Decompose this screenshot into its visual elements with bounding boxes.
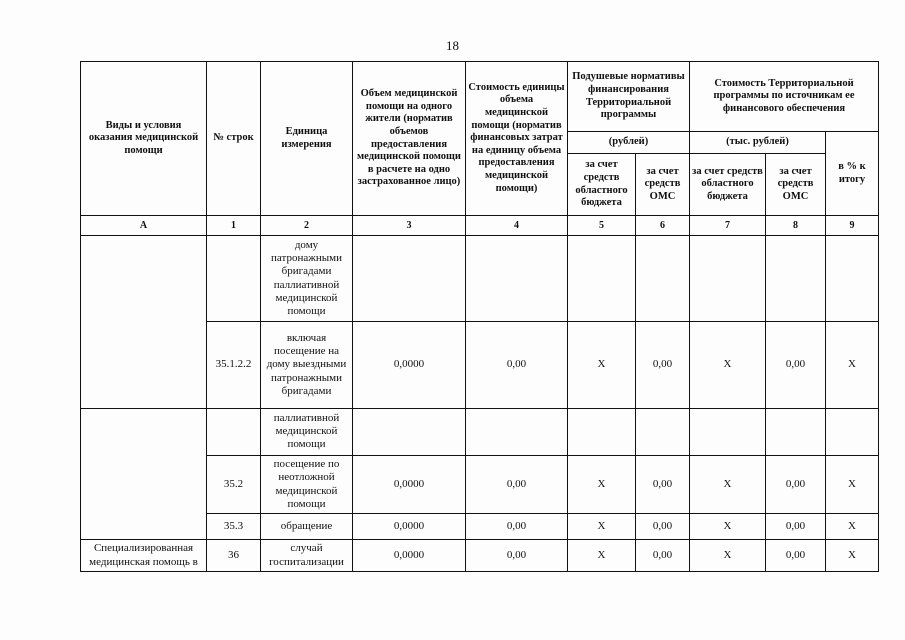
- cell-unit-cost: [466, 236, 568, 322]
- medical-care-table: [80, 61, 879, 572]
- column-number: 6: [636, 216, 690, 236]
- cell-regional-per-capita: [568, 409, 636, 456]
- cell-oms-per-capita: 0,00: [636, 514, 690, 540]
- cell-regional-cost: Х: [690, 540, 766, 572]
- cell-volume: [353, 409, 466, 456]
- cell-unit: паллиативной медицинской помощи: [261, 409, 353, 456]
- cell-row-number: [207, 236, 261, 322]
- cell-row-number: [207, 409, 261, 456]
- page-number: 18: [446, 38, 459, 53]
- cell-oms-cost: [766, 409, 826, 456]
- cell-volume: 0,0000: [353, 540, 466, 572]
- column-number: 7: [690, 216, 766, 236]
- cell-oms-cost: 0,00: [766, 456, 826, 514]
- table-row: [81, 236, 879, 322]
- cell-percent: Х: [826, 540, 879, 572]
- cell-oms-cost: 0,00: [766, 514, 826, 540]
- cell-percent: [826, 409, 879, 456]
- cell-unit-cost: 0,00: [466, 514, 568, 540]
- cell-oms-per-capita: [636, 409, 690, 456]
- column-number: 5: [568, 216, 636, 236]
- cell-regional-cost: [690, 409, 766, 456]
- cell-row-number: 35.1.2.2: [207, 322, 261, 409]
- column-number: 3: [353, 216, 466, 236]
- header-volume: Объем медицинской помощи на одного жители (норматив объемов предоставления медицинской помощи в расчете на одно застрахованное лицо): [353, 62, 466, 216]
- cell-kind: [81, 236, 207, 409]
- cell-row-number: 35.2: [207, 456, 261, 514]
- cell-volume: 0,0000: [353, 514, 466, 540]
- cell-regional-per-capita: [568, 236, 636, 322]
- cell-unit-cost: 0,00: [466, 322, 568, 409]
- cell-regional-per-capita: Х: [568, 456, 636, 514]
- cell-regional-cost: [690, 236, 766, 322]
- header-row-number: № строк: [207, 62, 261, 216]
- cell-unit: посещение по неотложной медицинской помощи: [261, 456, 353, 514]
- cell-unit: случай госпитализации: [261, 540, 353, 572]
- cell-regional-per-capita: Х: [568, 514, 636, 540]
- cell-volume: 0,0000: [353, 322, 466, 409]
- cell-percent: Х: [826, 456, 879, 514]
- cell-unit-cost: 0,00: [466, 456, 568, 514]
- cell-regional-cost: Х: [690, 514, 766, 540]
- header-oms-per-capita: за счет средств ОМС: [636, 154, 690, 216]
- cell-volume: 0,0000: [353, 456, 466, 514]
- cell-regional-per-capita: Х: [568, 322, 636, 409]
- header-regional-budget-cost: за счет средств областного бюджета: [690, 154, 766, 216]
- cell-kind: [81, 409, 207, 540]
- cell-oms-per-capita: 0,00: [636, 322, 690, 409]
- cell-regional-cost: Х: [690, 322, 766, 409]
- cell-percent: [826, 236, 879, 322]
- column-number: 8: [766, 216, 826, 236]
- cell-row-number: 36: [207, 540, 261, 572]
- column-number: 2: [261, 216, 353, 236]
- cell-oms-cost: 0,00: [766, 322, 826, 409]
- header-rubles-unit: (рублей): [568, 132, 690, 154]
- cell-volume: [353, 236, 466, 322]
- cell-oms-per-capita: [636, 236, 690, 322]
- column-numbers-row: [81, 216, 879, 236]
- header-regional-budget-per-capita: за счет средств областного бюджета: [568, 154, 636, 216]
- header-percent-of-total: в % к итогу: [826, 132, 879, 216]
- header-oms-cost: за счет средств ОМС: [766, 154, 826, 216]
- table-row: [81, 409, 879, 456]
- cell-kind: Специализированная медицинская помощь в: [81, 540, 207, 572]
- cell-oms-cost: 0,00: [766, 540, 826, 572]
- cell-unit: включая посещение на дому выездными патронажными бригадами: [261, 322, 353, 409]
- cell-percent: Х: [826, 514, 879, 540]
- cell-unit-cost: 0,00: [466, 540, 568, 572]
- header-per-capita-group: Подушевые нормативы финансирования Территориальной программы: [568, 62, 690, 132]
- cell-unit: обращение: [261, 514, 353, 540]
- cell-regional-cost: Х: [690, 456, 766, 514]
- cell-unit: дому патронажными бригадами паллиативной медицинской помощи: [261, 236, 353, 322]
- column-number: 4: [466, 216, 568, 236]
- cell-oms-per-capita: 0,00: [636, 540, 690, 572]
- cell-row-number: 35.3: [207, 514, 261, 540]
- table-row: [81, 540, 879, 572]
- column-number: 9: [826, 216, 879, 236]
- header-program-cost-group: Стоимость Территориальной программы по источникам ее финансового обеспечения: [690, 62, 879, 132]
- cell-oms-cost: [766, 236, 826, 322]
- cell-regional-per-capita: Х: [568, 540, 636, 572]
- header-kinds-of-care: Виды и условия оказания медицинской помощи: [81, 62, 207, 216]
- cell-percent: Х: [826, 322, 879, 409]
- cell-oms-per-capita: 0,00: [636, 456, 690, 514]
- header-thousand-rubles-unit: (тыс. рублей): [690, 132, 826, 154]
- column-number: А: [81, 216, 207, 236]
- column-number: 1: [207, 216, 261, 236]
- header-unit: Единица измерения: [261, 62, 353, 216]
- header-unit-cost: Стоимость единицы объема медицинской помощи (норматив финансовых затрат на единицу объема предоставления медицинской помощи): [466, 62, 568, 216]
- cell-unit-cost: [466, 409, 568, 456]
